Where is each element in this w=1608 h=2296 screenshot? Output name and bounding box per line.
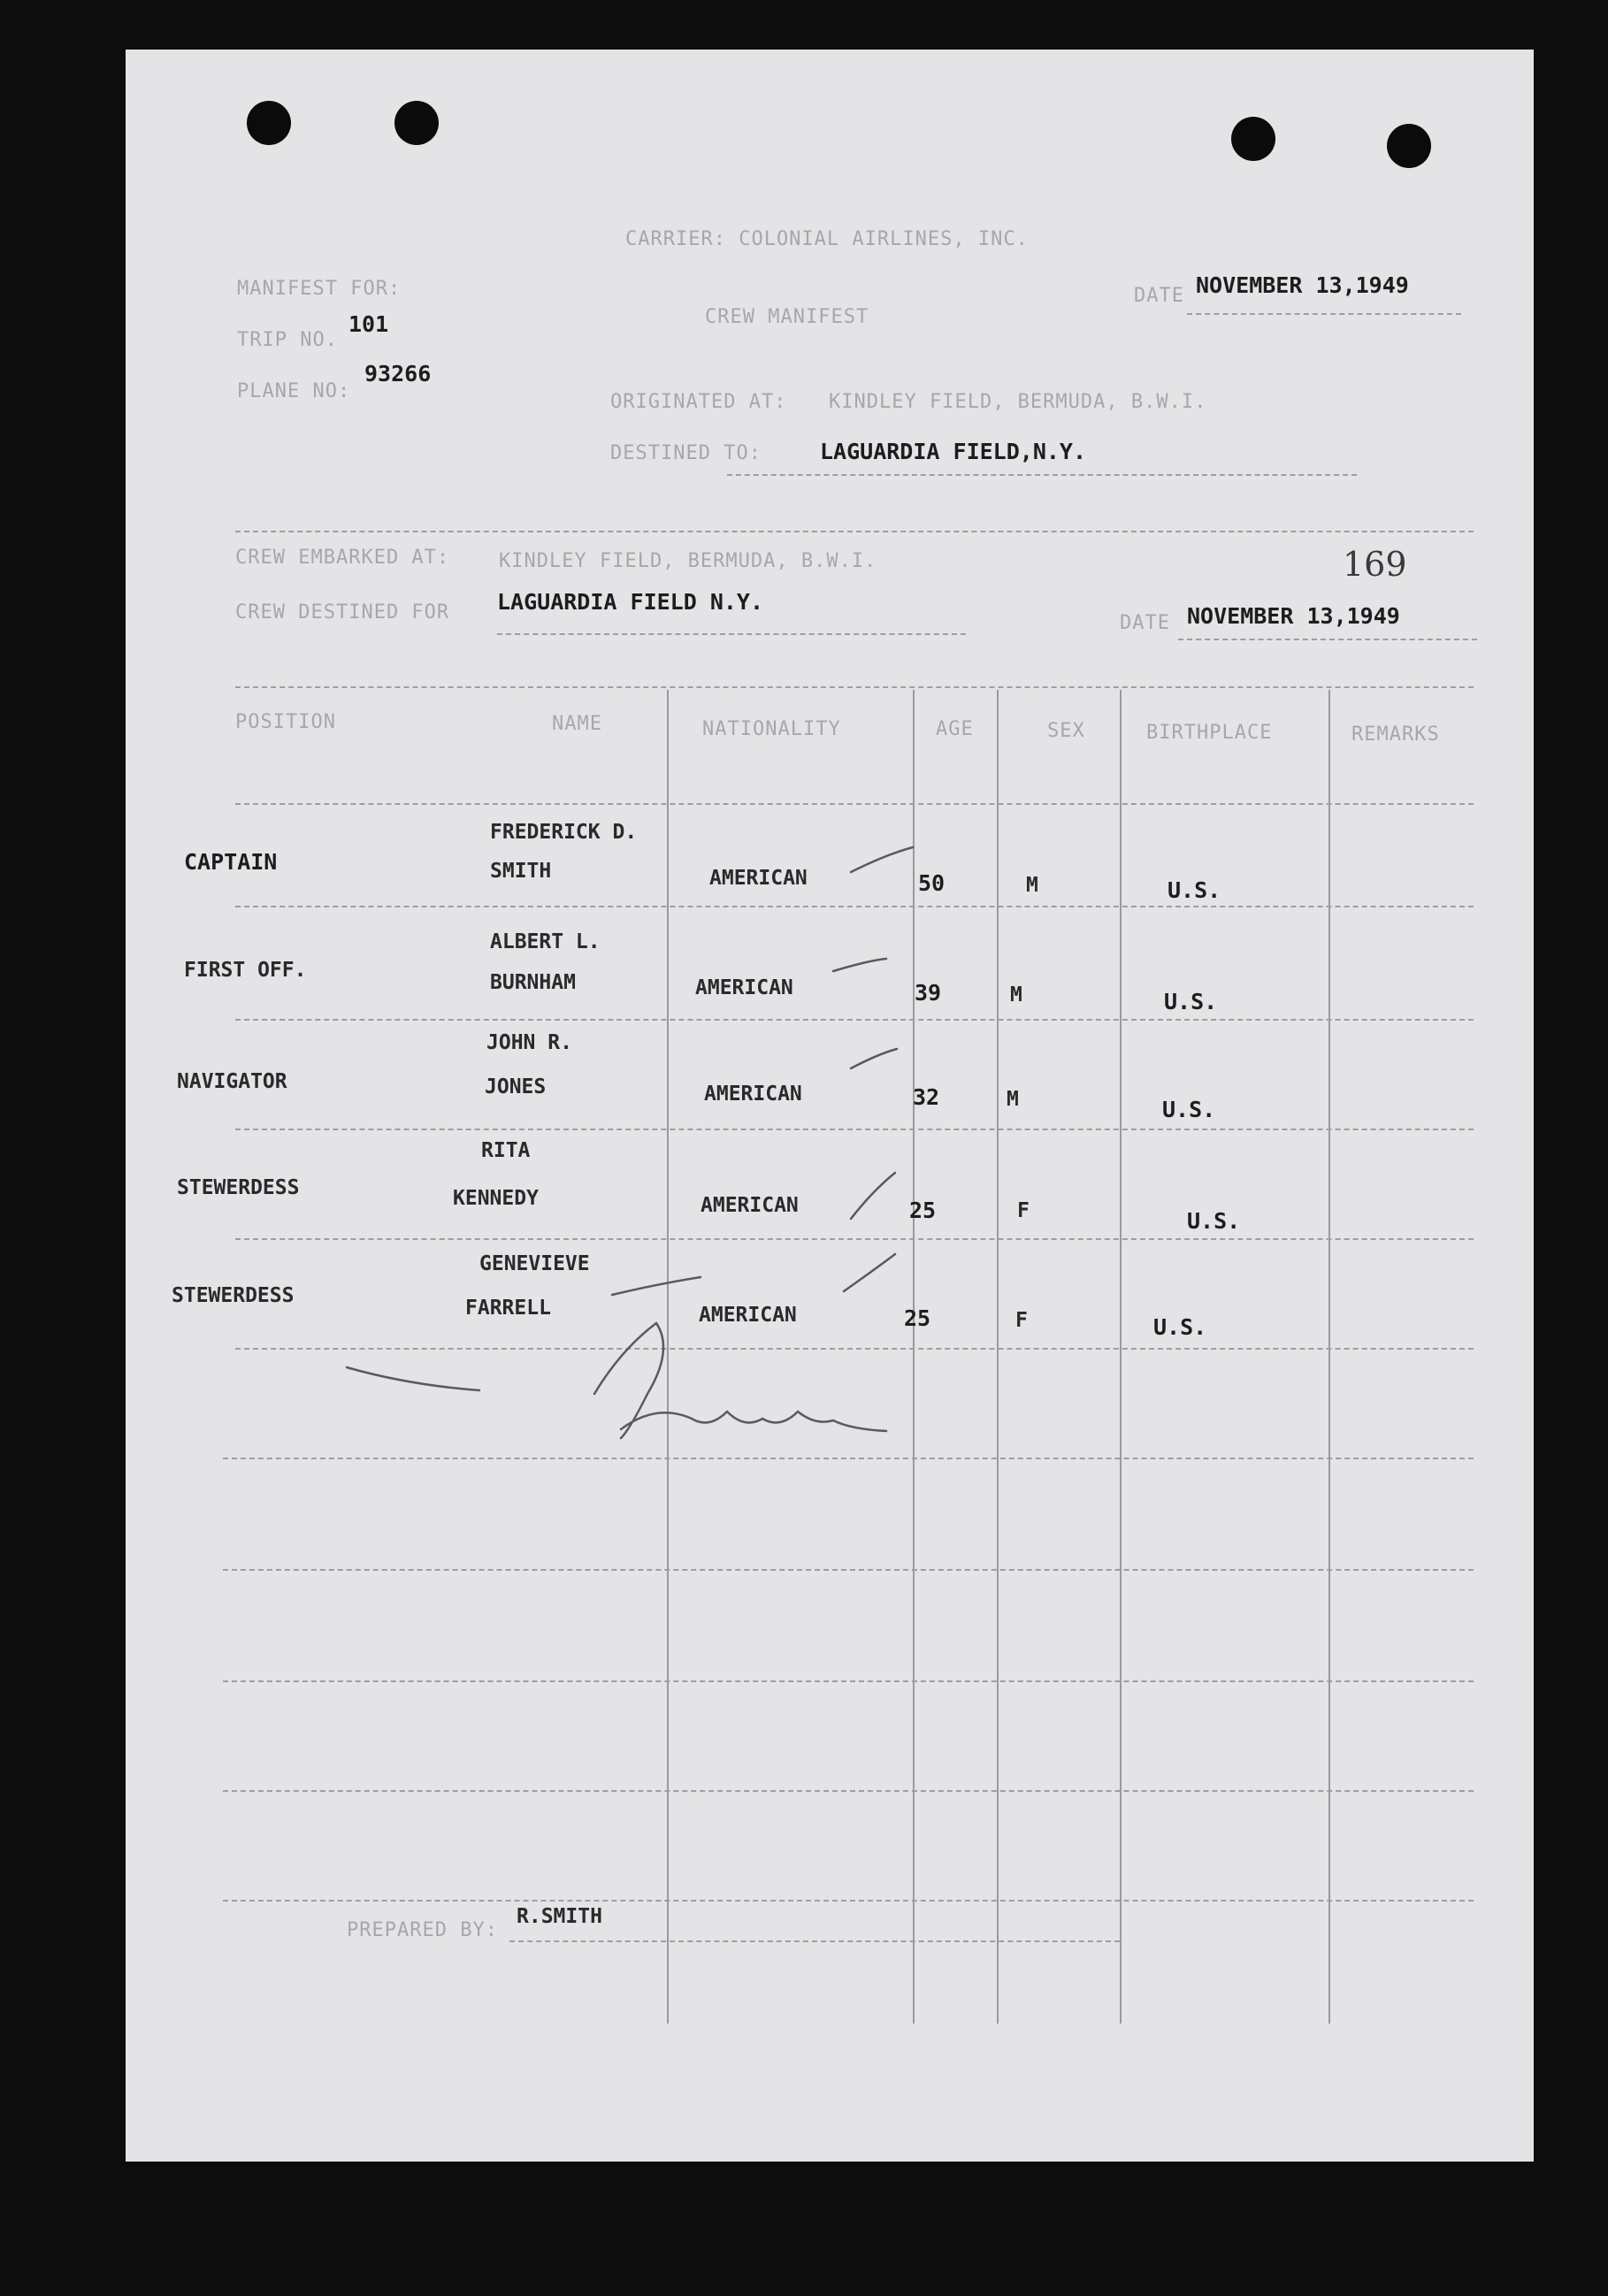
- crew-position: STEWERDESS: [172, 1284, 295, 1307]
- crew-birthplace: U.S.: [1187, 1208, 1241, 1234]
- date-value: NOVEMBER 13,1949: [1196, 272, 1409, 298]
- crew-embarked-label: CREW EMBARKED AT:: [235, 547, 450, 569]
- crew-age: 50: [918, 870, 946, 896]
- crew-position: STEWERDESS: [177, 1176, 300, 1199]
- col-header-nationality: NATIONALITY: [702, 718, 841, 740]
- prepared-by-underline: [509, 1940, 1120, 1942]
- originated-value: KINDLEY FIELD, BERMUDA, B.W.I.: [829, 391, 1207, 413]
- originated-label: ORIGINATED AT:: [610, 391, 787, 413]
- manifest-for-label: MANIFEST FOR:: [237, 278, 402, 300]
- crew-name-line2: SMITH: [490, 860, 552, 883]
- date2-value: NOVEMBER 13,1949: [1187, 603, 1400, 629]
- trip-no-label: TRIP NO.: [237, 329, 338, 351]
- crew-name-line2: JONES: [485, 1075, 547, 1098]
- crew-age: 25: [909, 1198, 937, 1223]
- crew-name-line1: RITA: [481, 1139, 531, 1162]
- col-header-remarks: REMARKS: [1351, 723, 1440, 746]
- col-header-sex: SEX: [1047, 720, 1085, 742]
- crew-name-line1: ALBERT L.: [490, 930, 601, 953]
- crew-birthplace: U.S.: [1168, 877, 1221, 903]
- date-label: DATE: [1134, 285, 1184, 307]
- prepared-by-value: R.SMITH: [517, 1905, 602, 1928]
- crew-name-line1: JOHN R.: [486, 1031, 572, 1054]
- crew-destined-value: LAGUARDIA FIELD N.Y.: [497, 589, 764, 615]
- destined-label: DESTINED TO:: [610, 442, 762, 464]
- crew-name-line1: GENEVIEVE: [479, 1252, 590, 1275]
- crew-sex: F: [1017, 1199, 1030, 1222]
- crew-sex: M: [1007, 1088, 1019, 1111]
- crew-birthplace: U.S.: [1162, 1097, 1216, 1122]
- col-header-birthplace: BIRTHPLACE: [1146, 722, 1273, 744]
- destined-value: LAGUARDIA FIELD,N.Y.: [820, 439, 1087, 464]
- crew-nationality: AMERICAN: [701, 1194, 799, 1217]
- crew-destined-label: CREW DESTINED FOR: [235, 601, 450, 624]
- crew-position: FIRST OFF.: [184, 959, 307, 982]
- handwritten-marks: [126, 50, 1534, 2162]
- crew-name-line2: BURNHAM: [490, 971, 576, 994]
- crew-nationality: AMERICAN: [699, 1304, 797, 1327]
- crew-sex: M: [1010, 983, 1022, 1006]
- crew-sex: M: [1026, 874, 1038, 897]
- trip-no-value: 101: [348, 311, 389, 337]
- crew-embarked-value: KINDLEY FIELD, BERMUDA, B.W.I.: [499, 550, 877, 572]
- crew-sex: F: [1015, 1309, 1028, 1332]
- crew-name-line2: FARRELL: [465, 1297, 551, 1320]
- crew-name-line1: FREDERICK D.: [490, 821, 638, 844]
- crew-position: NAVIGATOR: [177, 1070, 287, 1093]
- manifest-sheet: [126, 50, 1534, 2162]
- crew-age: 32: [913, 1084, 940, 1110]
- page-number: 169: [1343, 545, 1407, 584]
- plane-no-value: 93266: [364, 361, 432, 386]
- date2-label: DATE: [1120, 612, 1170, 634]
- crew-name-line2: KENNEDY: [453, 1187, 539, 1210]
- carrier-label: CARRIER: COLONIAL AIRLINES, INC.: [625, 228, 1029, 250]
- crew-age: 25: [904, 1305, 931, 1331]
- crew-position: CAPTAIN: [184, 849, 278, 875]
- crew-birthplace: U.S.: [1153, 1314, 1207, 1340]
- crew-birthplace: U.S.: [1164, 989, 1218, 1014]
- col-header-position: POSITION: [235, 711, 336, 733]
- crew-nationality: AMERICAN: [695, 976, 793, 999]
- crew-age: 39: [915, 980, 942, 1006]
- crew-nationality: AMERICAN: [704, 1083, 802, 1106]
- col-header-name: NAME: [552, 713, 602, 735]
- crew-nationality: AMERICAN: [709, 867, 808, 890]
- prepared-by-label: PREPARED BY:: [347, 1919, 498, 1941]
- plane-no-label: PLANE NO:: [237, 380, 351, 402]
- crew-manifest-title: CREW MANIFEST: [705, 306, 869, 328]
- col-header-age: AGE: [936, 718, 974, 740]
